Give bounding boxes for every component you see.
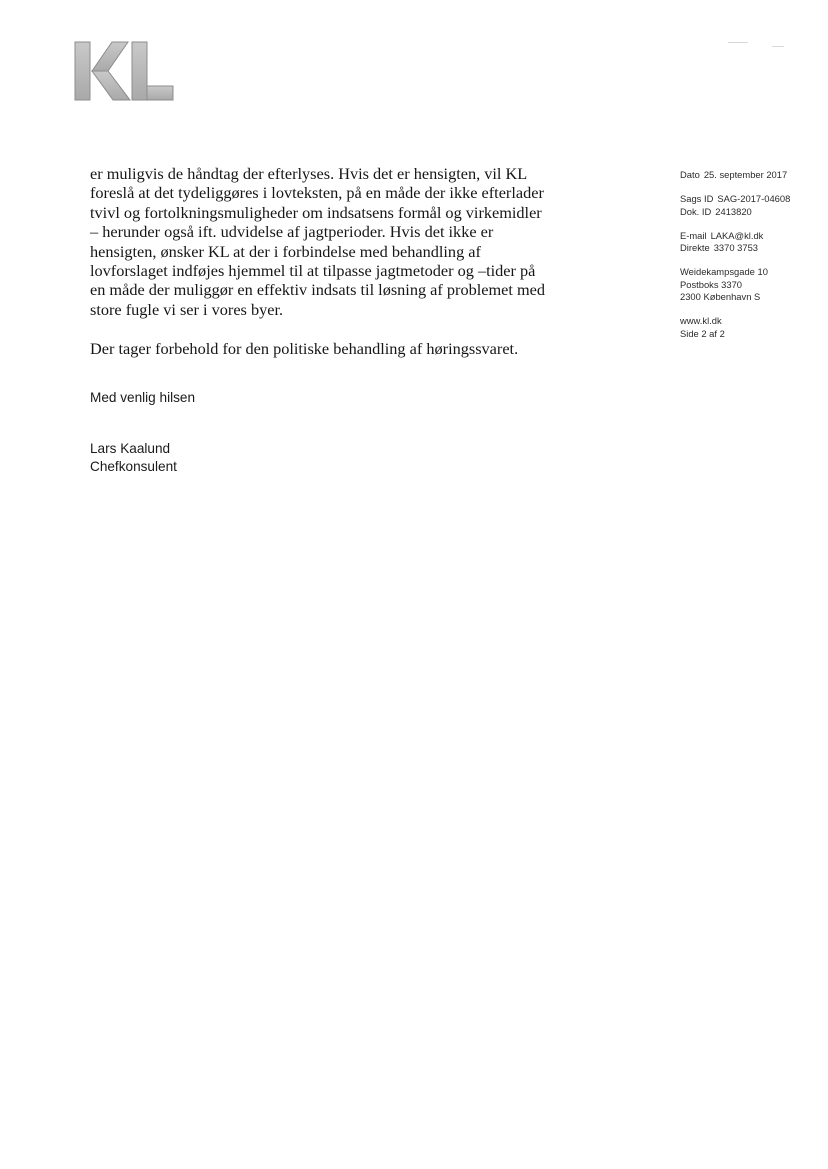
doc-id-label: Dok. ID — [680, 205, 712, 217]
scan-artifact — [772, 46, 784, 47]
case-id-value: SAG-2017-04608 — [717, 193, 791, 205]
logo-k-stem — [75, 42, 90, 100]
logo-l-stem — [132, 42, 147, 100]
paragraph-1-line: er muligvis de håndtag der efterlyses. Hvis det er hensigten, vil KL — [90, 164, 528, 183]
doc-id-value: 2413820 — [715, 205, 752, 217]
closing-greeting: Med venlig hilsen — [90, 390, 196, 405]
signer-name: Lars Kaalund — [90, 441, 171, 456]
scan-artifact — [728, 42, 748, 43]
letter-metadata — [680, 169, 790, 352]
paragraph-1-line: lovforslaget indføjes hjemmel til at tilpasse jagtmetoder og –tider på — [90, 261, 536, 281]
reference-block — [680, 193, 790, 218]
paragraph-1-line: en måde der muliggør en effektiv indsats til løsning af problemet med — [90, 280, 546, 300]
logo-k-arm — [92, 42, 128, 71]
paragraph-1-line: foreslå at det tydeliggøres i lovteksten, på en måde der ikke efterlader — [90, 183, 544, 203]
address-line-3: 2300 København S — [680, 291, 761, 303]
page-number: Side 2 af 2 — [680, 327, 725, 339]
email-row — [680, 230, 790, 242]
doc-id-row — [680, 206, 790, 218]
signature-block — [90, 440, 177, 475]
logo-k-leg — [92, 71, 130, 100]
logo-l-foot — [147, 86, 173, 100]
paragraph-1-line: tvivl og fortolkningsmuligheder om indsatsens formål og virkemidler — [90, 202, 542, 222]
website: www.kl.dk — [680, 315, 722, 327]
case-id-label: Sags ID — [680, 193, 714, 205]
address-line-2: Postboks 3370 — [680, 278, 743, 290]
date-value: 25. september 2017 — [703, 169, 788, 180]
phone-label: Direkte — [680, 242, 710, 254]
kl-logo — [74, 40, 174, 102]
address-block — [680, 266, 790, 303]
paragraph-1-line: hensigten, ønsker KL at der i forbindelse med behandling af — [90, 241, 481, 261]
contact-block — [680, 230, 790, 255]
date-block — [680, 169, 790, 181]
email-label: E-mail — [680, 229, 707, 241]
paragraph-1-line: store fugle vi ser i vores byer. — [90, 299, 284, 319]
letter-body — [90, 164, 570, 359]
phone-value: 3370 3753 — [713, 242, 759, 254]
signer-title: Chefkonsulent — [90, 458, 177, 474]
date-row — [680, 169, 790, 181]
address-line-1: Weidekampsgade 10 — [680, 266, 768, 278]
case-id-row — [680, 193, 790, 205]
footer-block — [680, 315, 790, 340]
date-label: Dato — [680, 169, 700, 180]
paragraph-1-line: – herunder også ift. udvidelse af jagtperioder. Hvis det ikke er — [90, 222, 494, 242]
paragraph-1 — [90, 164, 570, 319]
email-value: LAKA@kl.dk — [710, 229, 764, 241]
paragraph-2: Der tager forbehold for den politiske behandling af høringssvaret. — [90, 339, 519, 359]
phone-row — [680, 242, 790, 254]
